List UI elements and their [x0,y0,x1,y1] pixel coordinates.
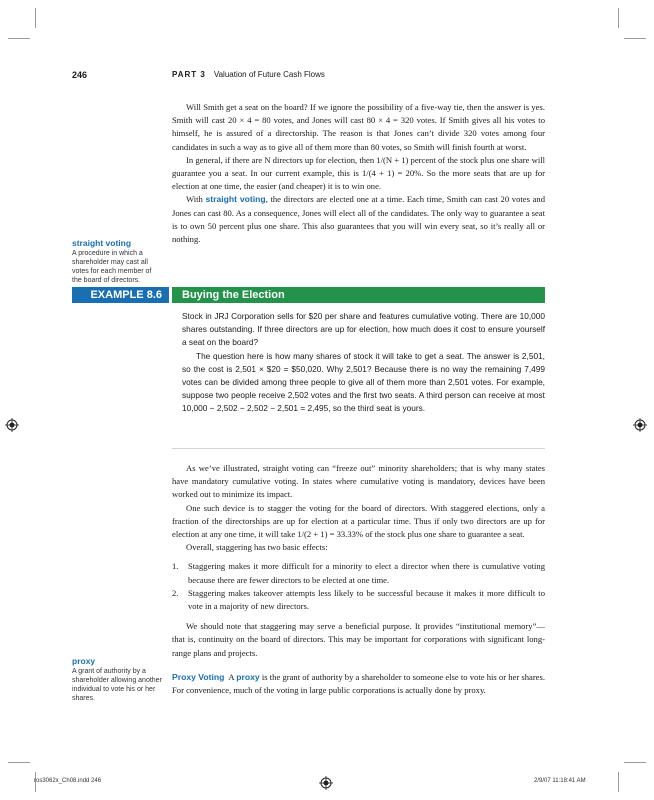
margin-term: proxy [72,656,96,666]
example-label: EXAMPLE 8.6 [72,287,169,303]
running-header [172,70,325,79]
body-text-top [172,101,545,246]
example-paragraph: Stock in JRJ Corporation sells for $20 per share and features cumulative voting. There are 10,000 shares outstanding. If three directors are up for election, how much does it cost to ensure yourself a seat on the board? [182,311,545,348]
body-text-middle [172,462,545,697]
crop-mark [35,8,36,28]
straight-voting-term: straight voting [205,194,266,205]
paragraph: Will Smith get a seat on the board? If we ignore the possibility of a five-way tie, then the answer is yes. Smith will cast 20 × 4 = 80 votes, and Jones will cast 80 × 4 = 320 votes. If Smith gives all his votes to himself, he is assured of a directorship. The reason is that Jones can’t divide 320 votes among four candidates in such a way as to give all of them more than 80 votes, so Smith will finish fourth at worst. [172,102,545,152]
section-heading: Proxy Voting [172,671,225,682]
crop-mark [8,38,30,39]
example-body [182,310,545,416]
crop-mark [618,8,619,28]
footer-file-name: ros3062x_Ch08.indd 246 [34,778,102,784]
part-label: PART 3 [172,70,206,79]
registration-mark-icon [319,776,333,790]
crop-mark [624,38,646,39]
registration-mark-icon [633,418,647,432]
margin-term: straight voting [72,238,132,248]
margin-definition: A procedure in which a shareholder may cast all votes for each member of the board of directors. [72,250,152,284]
proxy-term: proxy [236,671,260,682]
crop-mark [618,772,619,792]
straight-voting-paragraph: With straight voting, the directors are elected one at a time. Each time, Smith can cast 20 votes and Jones can cast 80. As a consequence, Jones will elect all of the candidates. The only way to guarantee a seat is to own 50 percent plus one share. This also guarantees that you will win every seat, so it’s really all or nothing. [172,194,545,245]
paragraph: Overall, staggering has two basic effects: [186,542,328,553]
crop-mark [624,762,646,763]
paragraph: As we’ve illustrated, straight voting can “freeze out” minority shareholders; that is why many states have mandatory cumulative voting. In states where cumulative voting is mandatory, devices have been worked out to minimize its impact. [172,463,545,500]
page-number: 246 [72,70,88,80]
part-title: Valuation of Future Cash Flows [213,70,325,79]
footer-timestamp: 2/9/07 11:18:41 AM [534,778,586,784]
registration-mark-icon [5,418,19,432]
crop-mark [8,762,30,763]
effects-list [172,560,545,613]
example-divider [172,448,545,449]
paragraph: We should note that staggering may serve a beneficial purpose. It provides “institutional memory”—that is, continuity on the board of directors. This may be important for corporations with significant long-range plans and projects. [172,621,545,658]
list-item: 1. Staggering makes it more difficult for a minority to elect a director when there is cumulative voting because there are fewer directors to be elected at one time. [172,561,545,585]
proxy-voting-paragraph: Proxy Voting A proxy is the grant of authority by a shareholder to someone else to vote his or her shares. For convenience, much of the voting in large public corporations is actually done by proxy. [172,671,545,696]
example-title: Buying the Election [172,287,545,303]
paragraph: In general, if there are N directors up for election, then 1/(N + 1) percent of the stock plus one share will guarantee you a seat. In our current example, this is 1/(4 + 1) = 20%. So the more seats that are up for election at one time, the easier (and cheaper) it is to win one. [172,154,545,192]
margin-note-straight-voting [72,238,162,285]
example-paragraph: The question here is how many shares of stock it will take to get a seat. The answer is 2,501, so the cost is 2,501 × $20 = $50,020. Why 2,501? Because there is no way the remaining 7,499 votes can be divided among three people to give all of them more than 2,501 votes. For example, suppose two people receive 2,502 votes and the first two seats. A third person can receive at most 10,000 − 2,502 − 2,502 − 2,501 = 2,495, so the third seat is yours. [182,350,545,414]
margin-note-proxy [72,656,162,703]
list-item: 2. Staggering makes takeover attempts less likely to be successful because it makes it more difficult to vote in a majority of new directors. [172,587,545,612]
paragraph: One such device is to stagger the voting for the board of directors. With staggered elections, only a fraction of the directorships are up for election at a particular time. Thus if only two directors are up for election at any one time, it will take 1/(2 + 1) = 33.33% of the stock plus one share to guarantee a seat. [172,502,545,540]
margin-definition: A grant of authority by a shareholder allowing another individual to vote his or her shares. [72,668,162,702]
